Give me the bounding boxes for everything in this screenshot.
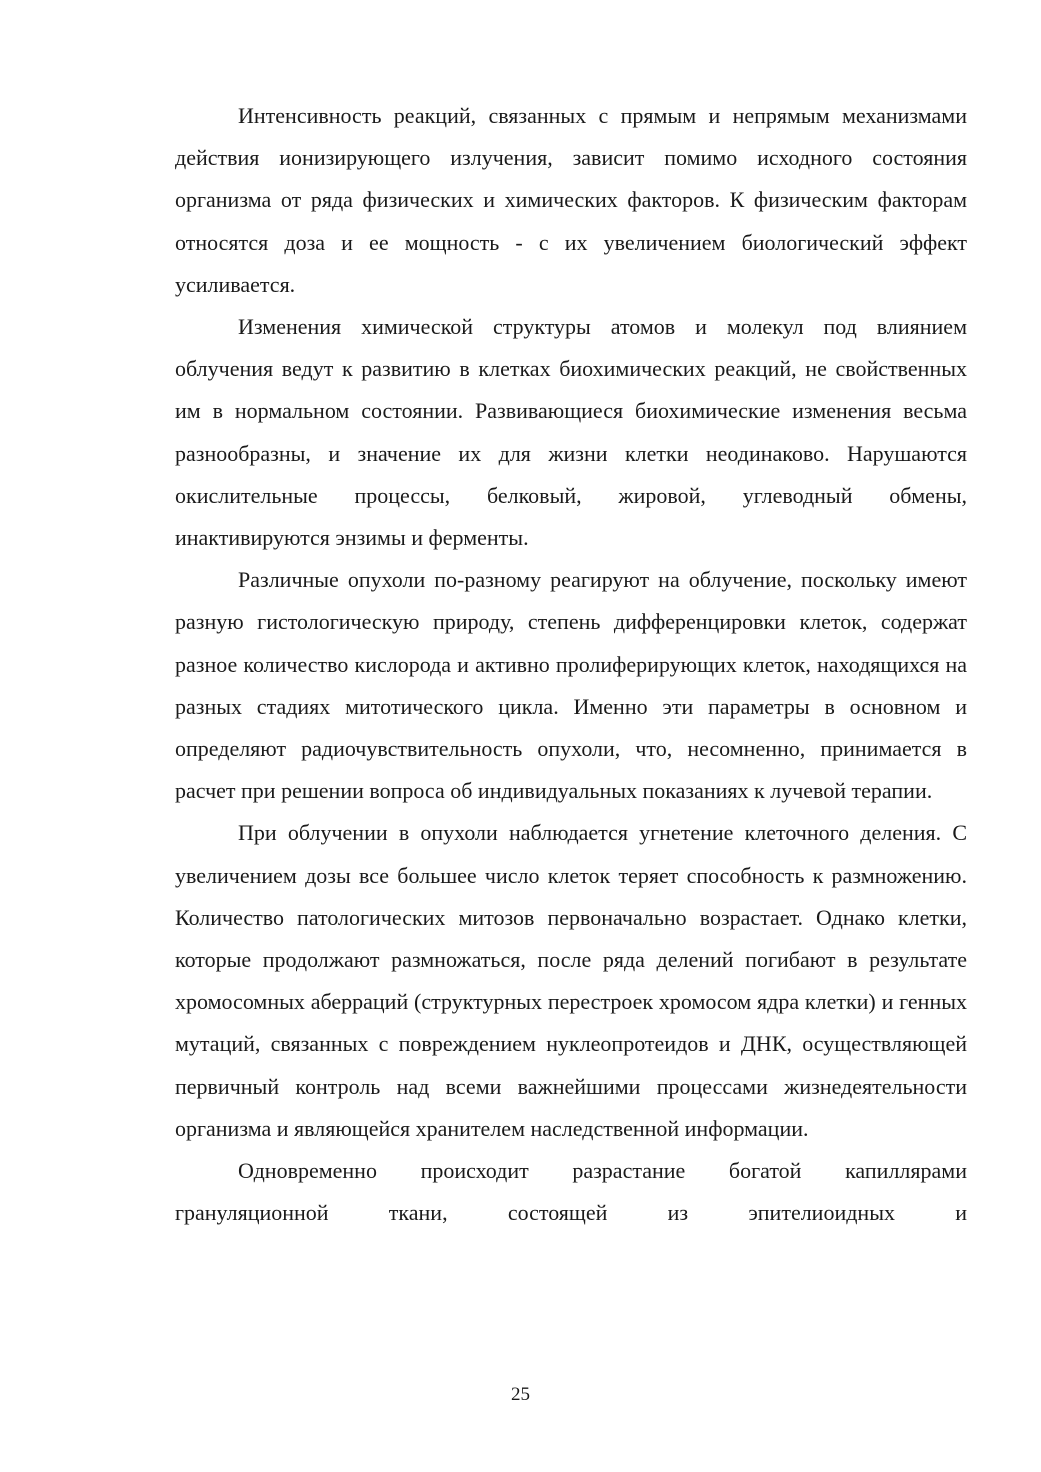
page-number: 25	[511, 1384, 530, 1405]
paragraph-3: Различные опухоли по-разному реагируют на облучение, поскольку имеют разную гистологическую природу, степень дифференцировки клеток, содержат разное количество кислорода и активно пролиферирующих клеток, находящихся на разных стадиях митотического цикла. Именно эти параметры в основном и определяют радиочувствительность опухоли, что, несомненно, принимается в расчет при решении вопроса об индивидуальных показаниях к лучевой терапии.	[175, 567, 967, 804]
paragraph-4: При облучении в опухоли наблюдается угнетение клеточного деления. С увеличением дозы все большее число клеток теряет способность к размножению. Количество патологических митозов первоначально возрастает. Однако клетки, которые продолжают размножаться, после ряда делений погибают в результате хромосомных аберраций (структурных перестроек хромосом ядра клетки) и генных мутаций, связанных с повреждением нуклеопротеидов и ДНК, осуществляющей первичный контроль над всеми важнейшими процессами жизнедеятельности организма и являющейся хранителем наследственной информации.	[175, 820, 967, 1141]
paragraph-2: Изменения химической структуры атомов и молекул под влиянием облучения ведут к развитию в клетках биохимических реакций, не свойственных им в нормальном состоянии. Развивающиеся биохимические изменения весьма разнообразны, и значение их для жизни клетки неодинаково. Нарушаются окислительные процессы, белковый, жировой, углеводный обмены, инактивируются энзимы и ферменты.	[175, 314, 967, 551]
document-body	[175, 95, 967, 1234]
paragraph-5: Одновременно происходит разрастание богатой капиллярами грануляционной ткани, состоящей из эпителиоидных и	[175, 1158, 967, 1226]
paragraph-1: Интенсивность реакций, связанных с прямым и непрямым механизмами действия ионизирующего излучения, зависит помимо исходного состояния организма от ряда физических и химических факторов. К физическим факторам относятся доза и ее мощность - с их увеличением биологический эффект усиливается.	[175, 103, 967, 297]
